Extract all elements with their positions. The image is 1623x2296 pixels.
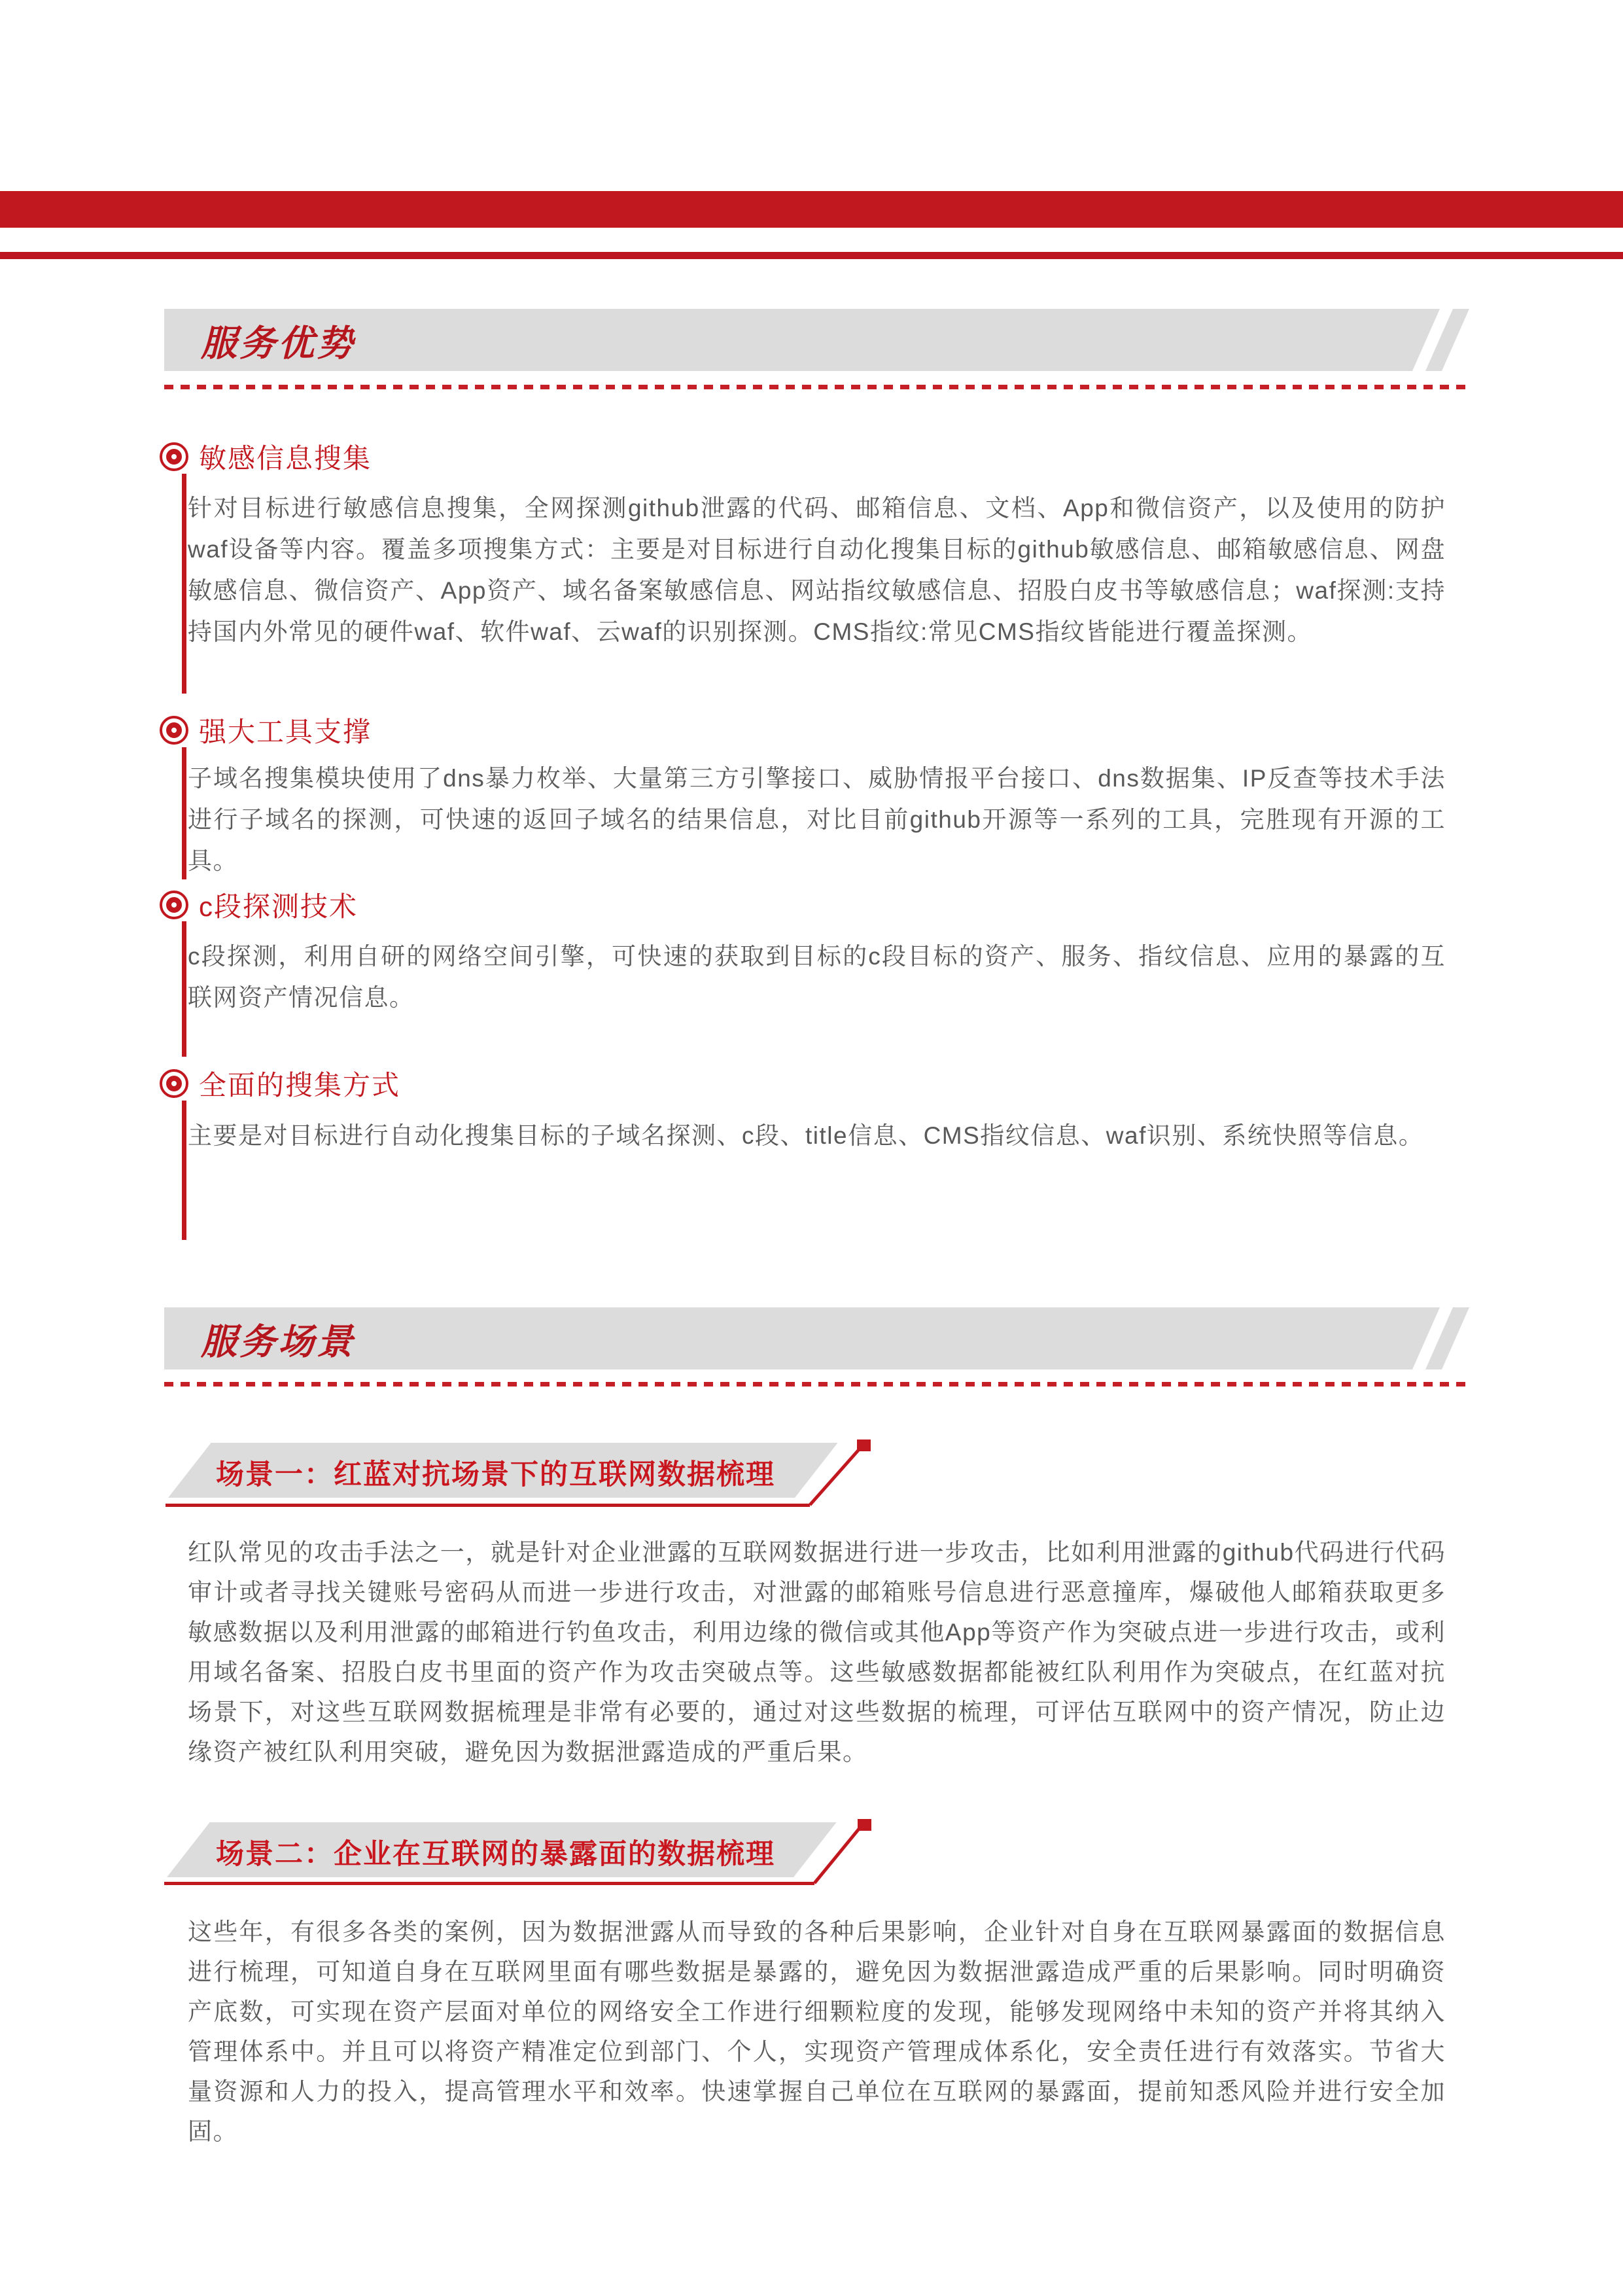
section-accent-line [182, 1101, 186, 1240]
advantage-title: 全面的搜集方式 [199, 1070, 401, 1101]
scenario-title: 场景一：红蓝对抗场景下的互联网数据梳理 [216, 1459, 775, 1491]
scenario-title: 场景二：企业在互联网的暴露面的数据梳理 [216, 1839, 775, 1870]
bullseye-icon [160, 1069, 188, 1098]
section-accent-line [182, 921, 186, 1057]
scenario-body: 红队常见的攻击手法之一，就是针对企业泄露的互联网数据进行进一步攻击，比如利用泄露的github代码进行代码审计或者寻找关键账号密码从而进一步进行攻击，对泄露的邮箱账号信息进行恶意撞库，爆破他人邮箱获取更多敏感数据以及利用泄露的邮箱进行钓鱼攻击，利用边缘的微信或其他App等资产作为突破点进一步进行攻击，或利用域名备案、招股白皮书里面的资产作为攻击突破点等。这些敏感数据都能被红队利用作为突破点，在红蓝对抗场景下，对这些互联网数据梳理是非常有必要的，通过对这些数据的梳理，可评估互联网中的资产情况，防止边缘资产被红队利用突破，避免因为数据泄露造成的严重后果。 [188, 1539, 1446, 1765]
section-accent-line [182, 474, 186, 694]
header-bar-background [164, 1307, 1469, 1369]
advantage-title: 敏感信息搜集 [199, 443, 372, 474]
advantage-body: 主要是对目标进行自动化搜集目标的子域名探测、c段、title信息、CMS指纹信息、waf识别、系统快照等信息。 [188, 1122, 1424, 1149]
section-title-advantages: 服务优势 [201, 323, 356, 363]
bullseye-icon [160, 716, 188, 745]
top-red-band-thin [0, 252, 1623, 259]
advantage-title-row [160, 711, 372, 750]
advantage-title-row [160, 885, 358, 925]
advantage-title: 强大工具支撑 [199, 716, 372, 747]
dashed-separator [164, 385, 1469, 389]
dashed-separator [164, 1382, 1469, 1386]
scenario-body: 这些年，有很多各类的案例，因为数据泄露从而导致的各种后果影响，企业针对自身在互联网暴露面的数据信息进行梳理，可知道自身在互联网里面有哪些数据是暴露的，避免因为数据泄露造成严重的后果影响。同时明确资产底数，可实现在资产层面对单位的网络安全工作进行细颗粒度的发现，能够发现网络中未知的资产并将其纳入管理体系中。并且可以将资产精准定位到部门、个人，实现资产管理成体系化，安全责任进行有效落实。节省大量资源和人力的投入，提高管理水平和效率。快速掌握自己单位在互联网的暴露面，提前知悉风险并进行安全加固。 [188, 1918, 1446, 2145]
scenario-banner-red-slash-decoration [160, 1816, 880, 1894]
advantage-body: c段探测，利用自研的网络空间引擎，可快速的获取到目标的c段目标的资产、服务、指纹信息、应用的暴露的互联网资产情况信息。 [188, 943, 1446, 1011]
advantage-body: 子域名搜集模块使用了dns暴力枚举、大量第三方引擎接口、威胁情报平台接口、dns数据集、IP反查等技术手法进行子域名的探测，可快速的返回子域名的结果信息，对比目前github开源等一系列的工具，完胜现有开源的工具。 [188, 765, 1446, 874]
bullseye-icon [160, 442, 188, 471]
advantage-title-row [160, 1064, 400, 1103]
advantage-title-row [160, 437, 372, 476]
section-header-scenarios [164, 1307, 1469, 1369]
section-header-advantages [164, 309, 1469, 371]
scenario-banner-red-slash-decoration [160, 1436, 880, 1515]
bullseye-icon [160, 891, 188, 919]
section-title-scenarios: 服务场景 [201, 1321, 356, 1362]
advantage-body: 针对目标进行敏感信息搜集，全网探测github泄露的代码、邮箱信息、文档、App和微信资产，以及使用的防护waf设备等内容。覆盖多项搜集方式：主要是对目标进行自动化搜集目标的github敏感信息、邮箱敏感信息、网盘敏感信息、微信资产、App资产、域名备案敏感信息、网站指纹敏感信息、招股白皮书等敏感信息；waf探测:支持持国内外常见的硬件waf、软件waf、云waf的识别探测。CMS指纹:常见CMS指纹皆能进行覆盖探测。 [188, 495, 1446, 645]
header-bar-background [164, 309, 1469, 371]
section-accent-line [182, 747, 186, 879]
advantage-title: c段探测技术 [199, 891, 358, 922]
top-red-band-thick [0, 191, 1623, 228]
